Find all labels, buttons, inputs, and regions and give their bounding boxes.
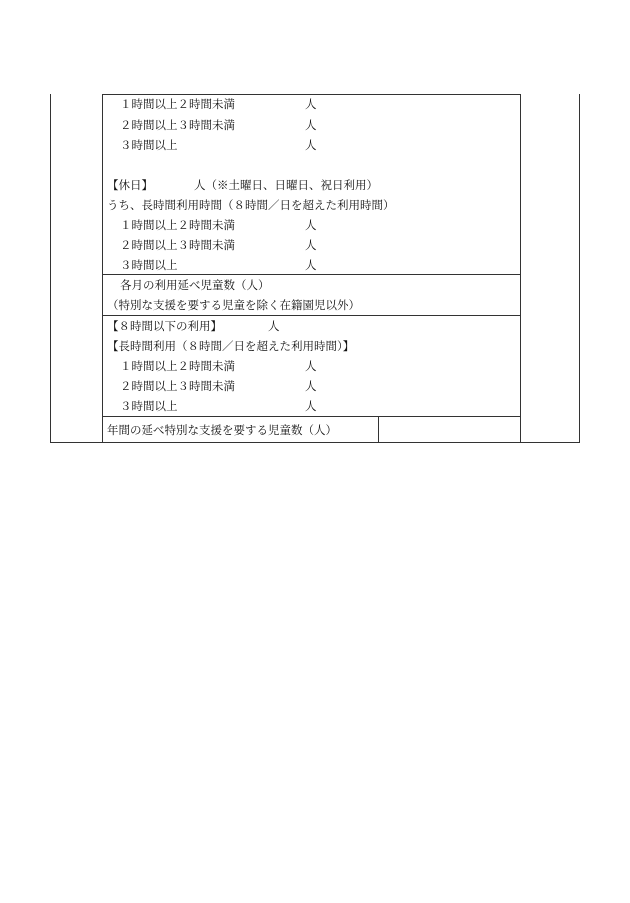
annual-label: 年間の延べ特別な支援を要する児童数（人） [107, 423, 337, 437]
holiday-row1-label: １時間以上２時間未満 [120, 218, 235, 232]
block1-row1-unit: 人 [305, 97, 317, 111]
bottom-border [50, 442, 580, 443]
block1-row2-label: ２時間以上３時間未満 [120, 118, 235, 132]
annual-value-cell[interactable] [384, 423, 514, 437]
divider-monthly-bottom [102, 315, 521, 316]
block3-row1-label: １時間以上２時間未満 [120, 359, 235, 373]
holiday-row2-label: ２時間以上３時間未満 [120, 238, 235, 252]
block3-row1-unit: 人 [305, 359, 317, 373]
block3-row3-unit: 人 [305, 399, 317, 413]
monthly-title: 各月の利用延べ児童数（人） [120, 278, 270, 292]
holiday-long-hours-heading: うち、長時間利用時間（８時間／日を超えた利用時間） [107, 198, 395, 212]
divider-annual-top [102, 416, 521, 417]
inner-left-border [102, 94, 103, 443]
block3-row3-label: ３時間以上 [120, 399, 178, 413]
holiday-unit-note: 人（※土曜日、日曜日、祝日利用） [194, 178, 378, 192]
outer-left-border [50, 94, 51, 443]
block3-row2-unit: 人 [305, 379, 317, 393]
long-usage-heading: 【長時間利用（８時間／日を超えた利用時間）】 [107, 339, 355, 353]
holiday-row3-unit: 人 [305, 258, 317, 272]
top-border [102, 94, 521, 95]
holiday-row3-label: ３時間以上 [120, 258, 178, 272]
monthly-subtitle: （特別な支援を要する児童を除く在籍園児以外） [107, 298, 360, 312]
block3-row2-label: ２時間以上３時間未満 [120, 379, 235, 393]
block1-row2-unit: 人 [305, 118, 317, 132]
inner-right-border [520, 94, 521, 443]
annual-cell-divider [378, 416, 379, 443]
block1-row1-label: １時間以上２時間未満 [120, 97, 235, 111]
holiday-row2-unit: 人 [305, 238, 317, 252]
holiday-row1-unit: 人 [305, 218, 317, 232]
block1-row3-label: ３時間以上 [120, 138, 178, 152]
divider-monthly-top [102, 274, 521, 275]
holiday-heading: 【休日】 [107, 178, 153, 192]
block1-row3-unit: 人 [305, 138, 317, 152]
under8-unit: 人 [268, 319, 280, 333]
outer-right-border [579, 94, 580, 443]
under8-label: 【８時間以下の利用】 [107, 319, 222, 333]
